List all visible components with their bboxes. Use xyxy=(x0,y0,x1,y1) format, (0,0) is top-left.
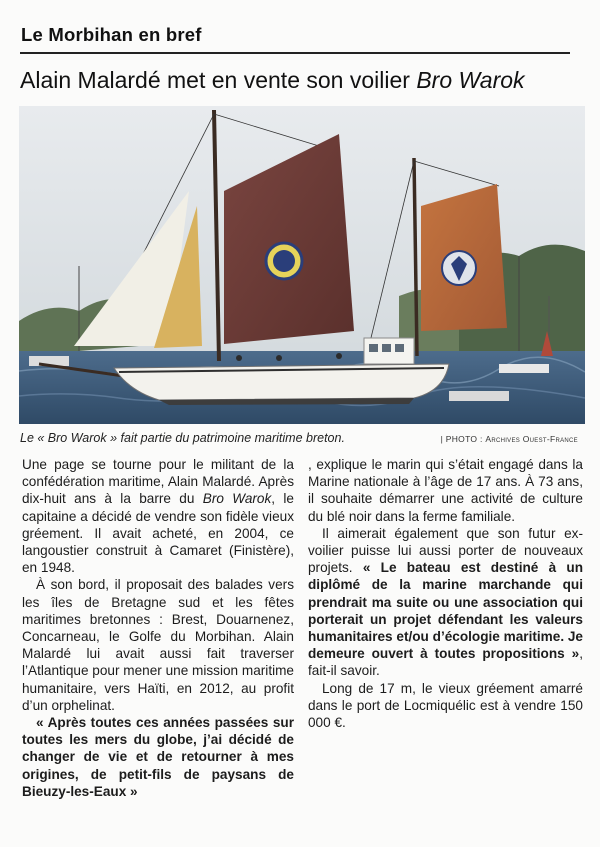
p1-text: Une page se tourne pour le militant de la confédération maritime, Alain Malardé. Après dix-huit ans à la barre du xyxy=(22,457,294,507)
paragraph-1 xyxy=(22,456,294,576)
paragraph-2: À son bord, il proposait des balades vers les îles de Bretagne sud et les fêtes maritimes bretonnes : Brest, Douarnenez, Concarneau, le Golfe du Morbihan. Alain Malardé lui avait aussi fait traverser l’Atlantique pour mener une mission maritime humanitaire, vers Haïti, en 2012, au profit d’un orphelinat. xyxy=(22,577,294,713)
article-photo xyxy=(19,106,585,424)
article-column-right xyxy=(308,456,583,731)
p4-tail: , fait-il savoir. xyxy=(308,646,583,679)
photo-credit-source: Archives Ouest-France xyxy=(485,434,578,444)
paragraph-5: Long de 17 m, le vieux gréement amarré dans le port de Locmiquélic est à vendre 150 000 €. xyxy=(308,680,583,731)
paragraph-3-tail: , explique le marin qui s’était engagé dans la Marine nationale à l’âge de 17 ans. À 73 ans, il souhaite démarrer une activité de culture du blé noir dans la ferme familiale. xyxy=(308,457,583,524)
section-rule xyxy=(20,52,570,54)
section-title: Le Morbihan en bref xyxy=(21,24,202,45)
p4-quote: « Le bateau est destiné à un diplômé de la marine marchande qui prendrait ma suite ou une association qui porterait un projet défendant les valeurs humanitaires et/ou d’écologie maritime. Je demeure ouvert à toutes propositions » xyxy=(308,560,584,662)
photo-credit: | PHOTO : Archives Ouest-France xyxy=(440,434,578,444)
photo-credit-label: PHOTO : xyxy=(445,434,483,444)
headline-ship-name: Bro Warok xyxy=(416,67,525,93)
p1-tail: , le capitaine a décidé de vendre son fidèle vieux gréement. Il avait acheté, en 2004, ce langoustier construit à Camaret (Finistère), en 1948. xyxy=(22,491,294,576)
p4-text: Il aimerait également que son futur ex-voilier puisse lui aussi porter de nouveaux projets. xyxy=(308,525,583,576)
p3-quote: « Après toutes ces années passées sur toutes les mers du globe, j’ai décidé de changer de vie et de retourner à mes origines, de petit-fils de paysans de Bieuzy-les-Eaux » xyxy=(22,715,294,799)
paragraph-4 xyxy=(308,525,583,680)
headline-text: Alain Malardé met en vente son voilier xyxy=(20,67,417,93)
photo-caption: Le « Bro Warok » fait partie du patrimoine maritime breton. xyxy=(20,431,345,445)
paragraph-3-quote xyxy=(22,714,294,800)
article-headline xyxy=(20,66,590,94)
p1-ship-name: Bro Warok xyxy=(202,491,272,507)
article-column-left xyxy=(22,456,294,800)
sailboat-photo xyxy=(19,106,585,424)
